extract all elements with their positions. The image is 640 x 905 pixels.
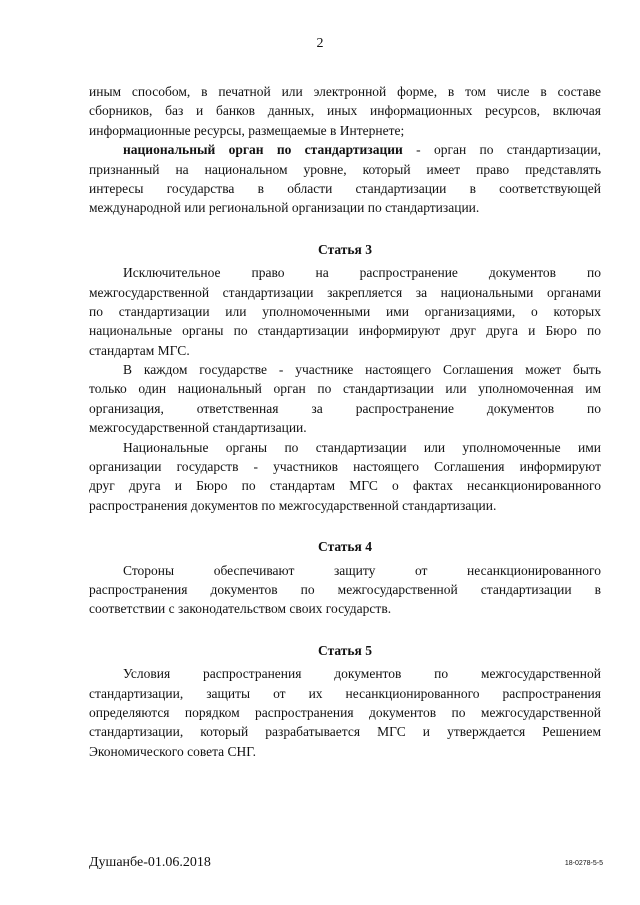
defined-term: национальный орган по стандартизации: [123, 142, 403, 158]
footer-document-code: 18-0278-5-5: [564, 860, 603, 867]
text-line: стандартизации, который разрабатывается МГС и утверждается Решением: [89, 724, 601, 740]
text-line: признанный на национальном уровне, который имеет право представлять: [89, 161, 601, 177]
article-heading: Статья 5: [318, 642, 372, 658]
article-heading: Статья 3: [318, 241, 372, 257]
text-line: межгосударственной стандартизации закрепляется за национальными органами: [89, 284, 601, 300]
text-line: только один национальный орган по стандартизации или уполномоченная им: [89, 381, 601, 397]
text-line: друг друга и Бюро по стандартам МГС о фактах несанкционированного: [89, 478, 601, 494]
text-line: стандартизации, защиты от их несанкционированного распространения: [89, 685, 601, 701]
text-line: международной или региональной организации по стандартизации.: [89, 200, 480, 216]
text-line: организация, ответственная за распространение документов по: [89, 400, 601, 416]
text-line: информационные ресурсы, размещаемые в Интернете;: [89, 122, 405, 138]
text-line: по стандартизации или уполномоченными ими организациями, о которых: [89, 303, 601, 319]
text-line: Условия распространения документов по межгосударственной: [123, 666, 601, 682]
text-line: сборников, баз и банков данных, иных информационных ресурсов, включая: [89, 103, 601, 119]
page-number: 2: [316, 36, 324, 51]
text-line: В каждом государстве - участнике настоящего Соглашения может быть: [123, 362, 601, 378]
article-heading: Статья 4: [318, 539, 372, 555]
document-body: [89, 82, 601, 761]
text-line: интересы государства в области стандартизации в соответствующей: [89, 180, 601, 196]
article-4-paragraph-1: [89, 561, 601, 619]
article-3-paragraph-2: [89, 360, 601, 438]
article-5-paragraph-1: [89, 664, 601, 761]
definition-paragraph: [89, 140, 601, 218]
footer-place-date: Душанбе-01.06.2018: [89, 855, 211, 870]
article-3-paragraph-3: [89, 438, 601, 516]
text-line: Стороны обеспечивают защиту от несанкционированного: [123, 562, 601, 578]
text-line: распространения документов по межгосударственной стандартизации.: [89, 497, 497, 513]
text-line: соответствии с законодательством своих государств.: [89, 601, 392, 617]
text-line: Исключительное право на распространение документов по: [123, 265, 601, 281]
text-line: стандартам МГС.: [89, 342, 190, 358]
text-line: организации государств - участников настоящего Соглашения информируют: [89, 459, 601, 475]
paragraph-continuation: [89, 82, 601, 140]
text-line: Национальные органы по стандартизации или уполномоченные ими: [123, 439, 601, 455]
text-line: иным способом, в печатной или электронной форме, в том числе в составе: [89, 84, 601, 99]
text-line: определяются порядком распространения документов по межгосударственной: [89, 704, 601, 720]
text-line: распространения документов по межгосударственной стандартизации в: [89, 581, 601, 597]
text-line: межгосударственной стандартизации.: [89, 420, 307, 436]
definition-first-line: [89, 140, 601, 159]
text-line: национальные органы по стандартизации информируют друг друга и Бюро по: [89, 323, 601, 339]
text-line: Экономического совета СНГ.: [89, 743, 256, 759]
article-3-paragraph-1: [89, 263, 601, 360]
definition-text: - орган по стандартизации,: [402, 142, 601, 158]
